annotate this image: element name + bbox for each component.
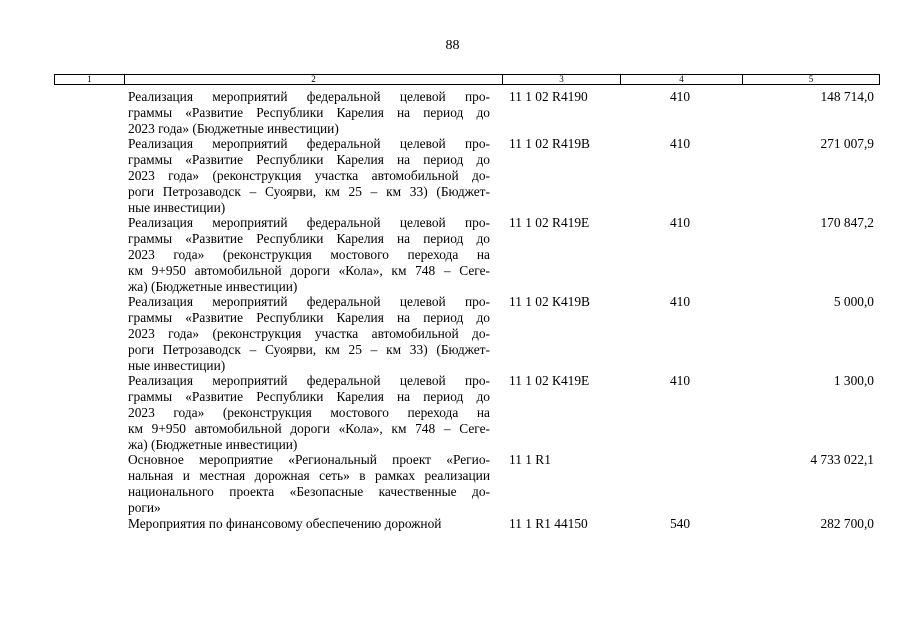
row-description-line: Реализация мероприятий федеральной целевой про-	[128, 215, 490, 231]
table-row	[0, 373, 905, 452]
row-description-line: ные инвестиции)	[128, 357, 226, 373]
row-description	[128, 215, 490, 294]
row-description-line: роги»	[128, 499, 161, 515]
row-description-line: км 9+950 автомобильной дороги «Кола», км 748 – Сеге-	[128, 420, 490, 436]
row-description-line: 2023 года» (реконструкция мостового перехода на	[128, 404, 490, 420]
row-description-line: Реализация мероприятий федеральной целевой про-	[128, 89, 490, 104]
row-expense-type: 410	[669, 294, 691, 310]
row-amount: 170 847,2	[820, 215, 874, 231]
row-description-line: км 9+950 автомобильной дороги «Кола», км 748 – Сеге-	[128, 262, 490, 278]
table-row	[0, 89, 905, 136]
page-number: 88	[445, 38, 460, 53]
row-target-code: 11 1 R1	[509, 452, 551, 468]
row-description-line: граммы «Развитие Республики Карелия на период до	[128, 389, 490, 405]
row-description	[128, 516, 490, 532]
row-expense-type: 410	[669, 136, 691, 152]
row-description-line: граммы «Развитие Республики Карелия на период до	[128, 310, 490, 326]
row-amount: 271 007,9	[820, 136, 874, 152]
row-target-code: 11 1 02 R419Е	[509, 215, 590, 231]
row-description-line: национального проекта «Безопасные качественные до-	[128, 483, 490, 499]
row-target-code: 11 1 02 R4190	[509, 89, 588, 104]
row-amount: 148 714,0	[820, 89, 874, 104]
row-amount: 282 700,0	[820, 515, 874, 531]
row-expense-type: 410	[669, 373, 691, 389]
header-col-4: 4	[621, 75, 743, 84]
row-target-code: 11 1 02 К419В	[509, 294, 590, 310]
row-target-code: 11 1 02 R419В	[509, 136, 590, 152]
header-col-3: 3	[503, 75, 621, 84]
table-header	[54, 74, 880, 85]
table-row	[0, 294, 905, 373]
row-description-line: 2023 года» (реконструкция мостового перехода на	[128, 246, 490, 262]
row-description-line: Реализация мероприятий федеральной целевой про-	[128, 136, 490, 152]
row-description-line: 2023 года» (реконструкция участка автомобильной до-	[128, 167, 490, 183]
row-description-line: граммы «Развитие Республики Карелия на период до	[128, 104, 490, 120]
row-description-line: граммы «Развитие Республики Карелия на период до	[128, 231, 490, 247]
row-description-line: жа) (Бюджетные инвестиции)	[128, 278, 298, 294]
table-row	[0, 215, 905, 294]
table-row	[0, 516, 905, 532]
row-expense-type: 540	[669, 515, 691, 531]
row-description	[128, 294, 490, 373]
table-row	[0, 136, 905, 215]
header-col-5: 5	[808, 74, 814, 84]
row-description-line: граммы «Развитие Республики Карелия на период до	[128, 152, 490, 168]
row-amount: 1 300,0	[833, 373, 874, 389]
row-description-line: ные инвестиции)	[128, 199, 226, 215]
row-description	[128, 136, 490, 215]
table-body	[0, 89, 905, 531]
row-amount: 4 733 022,1	[810, 452, 874, 468]
row-description-line: 2023 года» (реконструкция участка автомобильной до-	[128, 325, 490, 341]
header-col-1: 1	[55, 75, 125, 84]
table-row	[0, 452, 905, 515]
row-description	[128, 89, 490, 136]
row-description	[128, 452, 490, 515]
row-description-line: роги Петрозаводск – Суоярви, км 25 – км 33) (Бюджет-	[128, 183, 490, 199]
row-description-line: Реализация мероприятий федеральной целевой про-	[128, 373, 490, 389]
row-description-line: 2023 года» (Бюджетные инвестиции)	[128, 120, 339, 136]
row-description-line: Мероприятия по финансовому обеспечению дорожной	[128, 515, 442, 531]
row-target-code: 11 1 02 К419Е	[509, 373, 590, 389]
row-description-line: Основное мероприятие «Региональный проект «Регио-	[128, 452, 490, 468]
row-description-line: нальная и местная дорожная сеть» в рамках реализации	[128, 468, 490, 484]
row-expense-type: 410	[669, 89, 691, 104]
row-description	[128, 373, 490, 452]
row-amount: 5 000,0	[833, 294, 874, 310]
row-description-line: жа) (Бюджетные инвестиции)	[128, 436, 298, 452]
row-expense-type: 410	[669, 215, 691, 231]
header-col-2: 2	[125, 75, 503, 84]
row-description-line: Реализация мероприятий федеральной целевой про-	[128, 294, 490, 310]
row-target-code: 11 1 R1 44150	[509, 515, 588, 531]
row-description-line: роги Петрозаводск – Суоярви, км 25 – км 33) (Бюджет-	[128, 341, 490, 357]
